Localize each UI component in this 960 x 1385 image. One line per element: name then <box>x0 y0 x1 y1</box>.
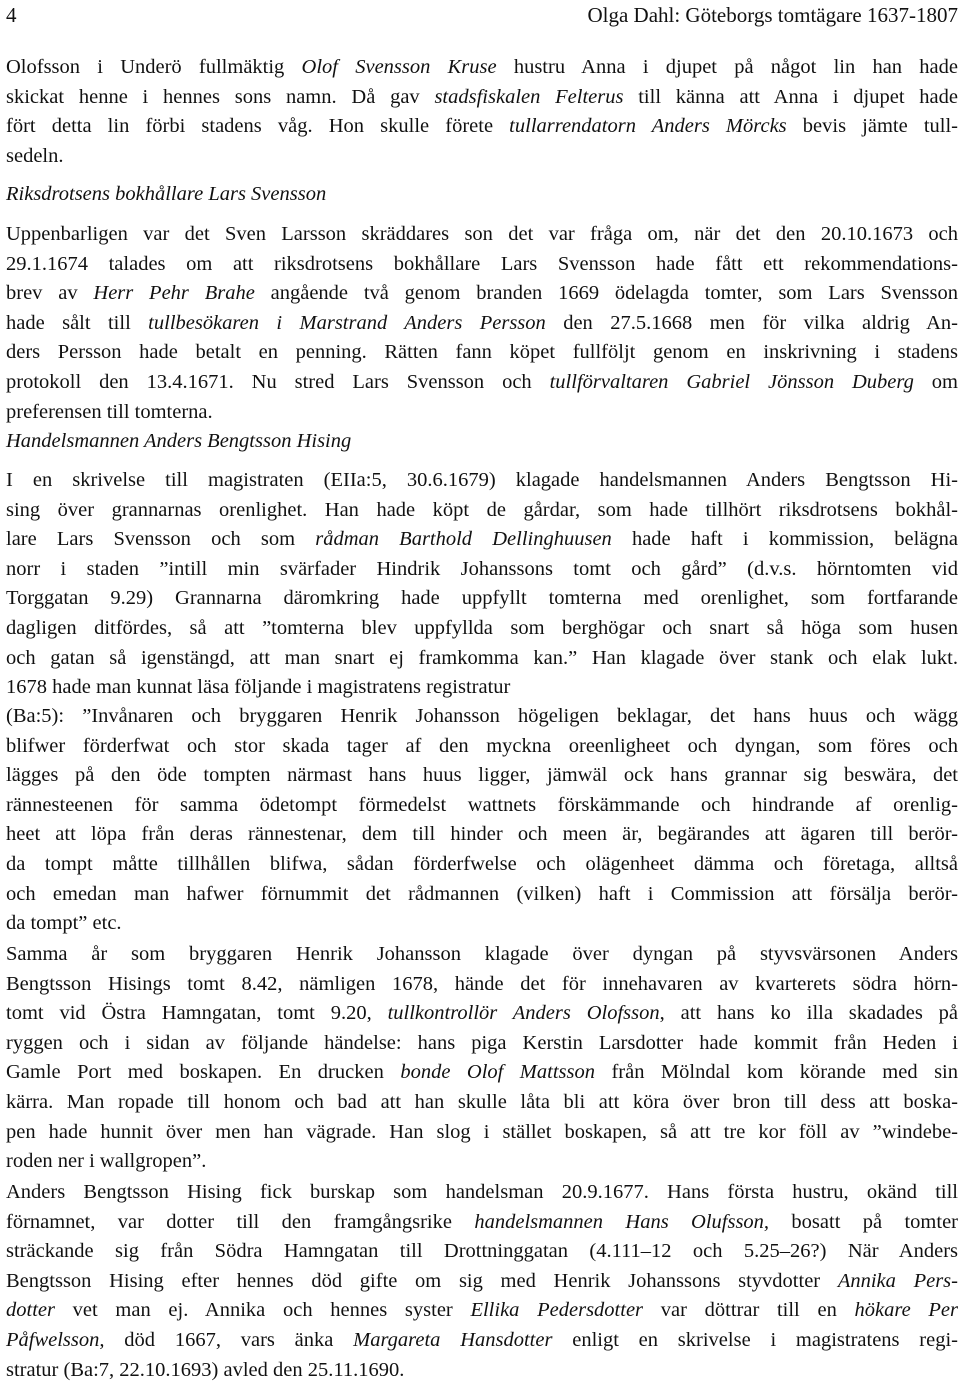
text-line: skickat henne i hennes sons namn. Då gav stadsfiskalen Felterus till känna att Anna i djupet hade <box>6 85 959 108</box>
text-line: Torggatan 9.29) Grannarna däromkring hade uppfyllt tomterna med orenlighet, som fortfarande <box>6 587 958 610</box>
text-line: Anders Bengtsson Hising fick burskap som handelsman 20.9.1677. Hans första hustru, okänd till <box>6 1181 958 1203</box>
section-heading: Riksdrotsens bokhållare Lars Svensson <box>6 183 327 205</box>
text-line: dagligen ditfördes, så att ”tomterna blev uppfyllda som berghögar och snart så höga som husen <box>6 616 958 639</box>
text-line: och emedan man hafwer förnummit det rådmannen (vilken) haft i Commission att försälja berör- <box>6 882 958 905</box>
text-line: tomt vid Östra Hamngatan, tomt 9.20, tullkontrollör Anders Olofsson, att hans ko illa skadades på <box>6 1002 959 1025</box>
text-line: Olofsson i Underö fullmäktig Olof Svensson Kruse hustru Anna i djupet på något lin han hade <box>6 56 958 78</box>
text-line: heet att löpa från deras rännestenar, dem till hinder och meen är, begärandes att ägaren till berör- <box>6 823 958 846</box>
text-line: Bengtsson Hising efter hennes död gifte om sig med Henrik Johanssons styvdotter Annika Pers- <box>6 1269 958 1292</box>
paragraph-2 <box>6 220 958 427</box>
text-line: Uppenbarligen var det Sven Larsson skräddares son det var fråga om, när det den 20.10.1673 och <box>6 223 958 245</box>
text-line: 1678 hade man kunnat läsa följande i magistratens registratur <box>6 676 511 699</box>
paragraph-3 <box>6 466 958 703</box>
section-heading: Handelsmannen Anders Bengtsson Hising <box>6 430 352 452</box>
text-line: sträckande sig från Södra Hamngatan till Drottninggatan (4.111–12 och 5.25–26?) När Anders <box>6 1240 958 1263</box>
text-line: Bengtsson Hisings tomt 8.42, nämligen 1678, hände det för innehavaren av kvarterets södra hörn- <box>6 972 958 995</box>
text-line: preferensen till tomterna. <box>6 400 213 423</box>
text-line: dotter vet man ej. Annika och hennes syster Ellika Pedersdotter var döttrar till en hökare Per <box>6 1299 959 1322</box>
text-line: protokoll den 13.4.1671. Nu stred Lars Svensson och tullförvaltaren Gabriel Jönsson Duberg om <box>6 370 958 393</box>
quotation-paragraph <box>6 702 958 939</box>
text-line: I en skrivelse till magistraten (EIIa:5, 30.6.1679) klagade handelsmannen Anders Bengtsson Hi- <box>6 469 958 491</box>
text-line: fört detta lin förbi stadens våg. Hon skulle förete tullarrendatorn Anders Mörcks bevis jämte tull- <box>6 115 958 138</box>
paragraph-5 <box>6 940 958 1177</box>
text-line: pen hade hunnit över men han vägrade. Han slog i stället boskapen, så att tre kor föll av ”windebe- <box>6 1120 958 1143</box>
text-line: brev av Herr Pehr Brahe angående två genom branden 1669 ödelagda tomter, som Lars Svensson <box>6 282 958 305</box>
text-line: stratur (Ba:7, 22.10.1693) avled den 25.11.1690. <box>6 1358 405 1381</box>
text-line: lägges på den öde tompten närmast hans huus ligger, jämwäl ock hans grannar sig beswära, det <box>6 764 958 787</box>
text-line: förnamnet, var dotter till den framgångsrike handelsmannen Hans Olufsson, bosatt på tomter <box>6 1210 958 1233</box>
paragraph-1 <box>6 53 958 171</box>
text-line: roden ner i wallgropen”. <box>6 1150 207 1173</box>
text-line: ryggen och i sidan av följande händelse: hans piga Kerstin Larsdotter hade kommit från Heden i <box>6 1031 958 1054</box>
text-line: Gamle Port med boskapen. En drucken bonde Olof Mattsson från Mölndal kom körande med sin <box>6 1061 958 1084</box>
text-line: da tompt måtte tillhållen blifwa, sådan förderfwelse och olägenheet dämma och företaga, alltså <box>6 852 958 875</box>
text-line: rännesteenen för samma ödetompt förmedelst wattnets förskämmande och hindrande af orenlig- <box>6 793 958 816</box>
text-line: blifwer förderfwat och stor skada tager af den myckna oreenligheet och dyngan, som föres och <box>6 734 958 757</box>
text-line: sing över grannarnas orenlighet. Han hade köpt de gårdar, som hade tillhört riksdrotsens bokhål- <box>6 498 958 521</box>
page-header <box>6 0 958 30</box>
running-title: Olga Dahl: Göteborgs tomtägare 1637-1807 <box>587 3 958 27</box>
text-line: kärra. Man ropade till honom och bad att han skulle låta bli att köra över bron till dess att boska- <box>6 1090 958 1113</box>
text-line: sedeln. <box>6 144 64 167</box>
text-line: och gatan så igenstängd, att man snart ej framkomma kan.” Han klagade över stank och elak lukt. <box>6 646 958 669</box>
paragraph-6 <box>6 1178 958 1385</box>
text-line: da tompt” etc. <box>6 912 122 935</box>
text-line: ders Persson hade betalt en penning. Rätten fann köpet fullföljt genom en inskrivning i stadens <box>6 341 958 364</box>
text-line: lare Lars Svensson och som rådman Barthold Dellinghuusen hade haft i kommission, belägna <box>6 528 958 551</box>
text-line: norr i staden ”intill min svärfader Hindrik Johanssons tomt och gård” (d.v.s. hörntomten vid <box>6 557 958 580</box>
text-line: (Ba:5): ”Invånaren och bryggaren Henrik Johansson högeligen beklagar, det hans huus och wägg <box>6 705 958 727</box>
page-number: 4 <box>6 3 17 27</box>
text-line: Påfwelsson, död 1667, vars änka Margareta Hansdotter enligt en skrivelse i magistratens regi- <box>6 1328 958 1351</box>
text-line: 29.1.1674 talades om att riksdrotsens bokhållare Lars Svensson hade fått ett rekommendations- <box>6 252 958 275</box>
text-line: Samma år som bryggaren Henrik Johansson klagade över dyngan på styvsvärsonen Anders <box>6 943 958 965</box>
text-line: hade sålt till tullbesökaren i Marstrand Anders Persson den 27.5.1668 men för vilka aldrig An- <box>6 311 958 334</box>
